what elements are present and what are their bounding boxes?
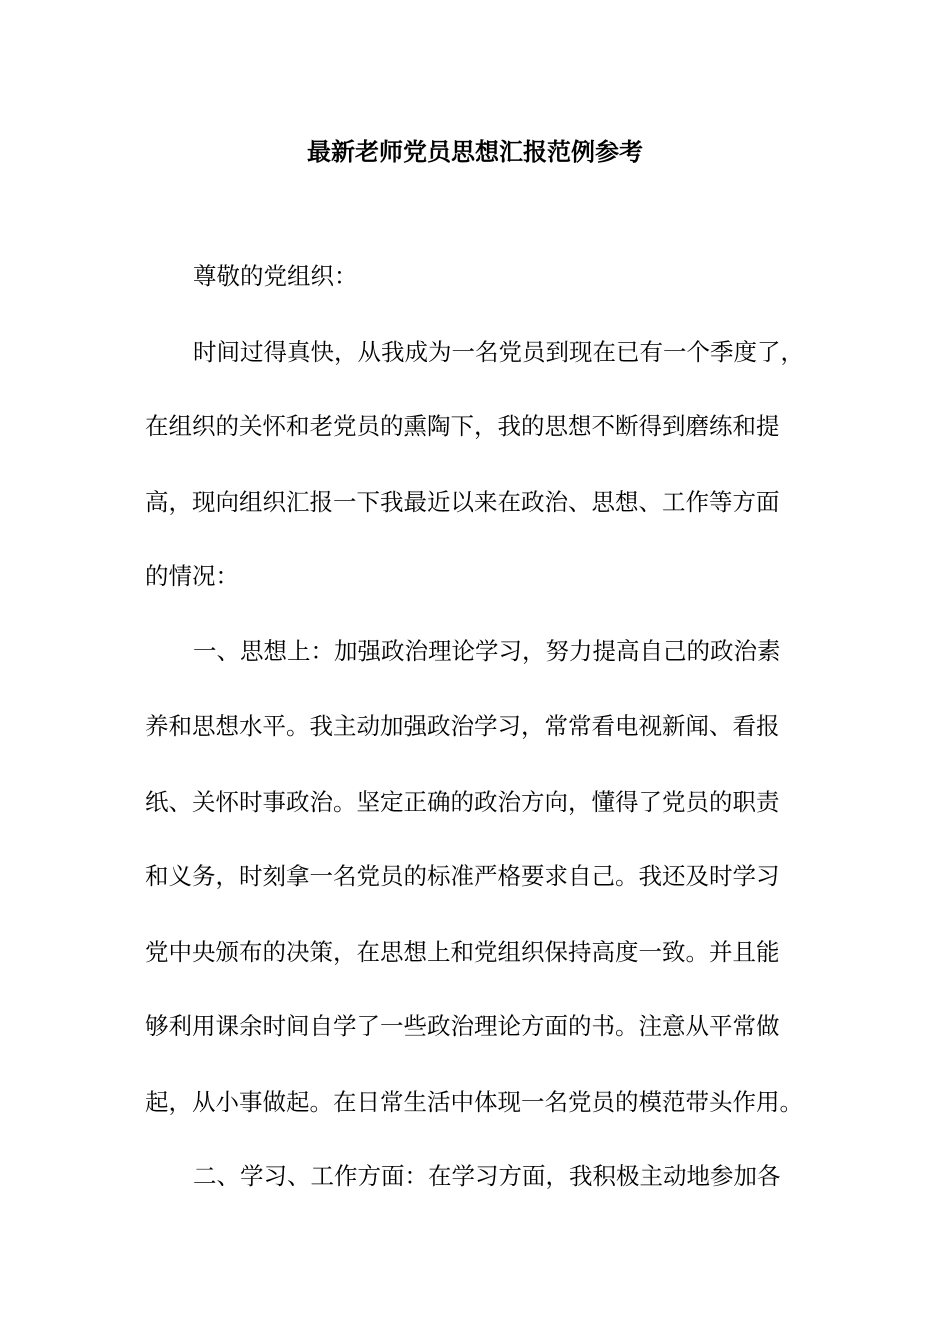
paragraph-line: 在组织的关怀和老党员的熏陶下，我的思想不断得到磨练和提 — [145, 412, 780, 440]
paragraph-line: 起，从小事做起。在日常生活中体现一名党员的模范带头作用。 — [145, 1088, 803, 1116]
paragraph-line: 时间过得真快，从我成为一名党员到现在已有一个季度了， — [193, 338, 804, 366]
paragraph-line: 一、思想上：加强政治理论学习，努力提高自己的政治素 — [193, 637, 781, 665]
paragraph-line: 党中央颁布的决策，在思想上和党组织保持高度一致。并且能 — [145, 938, 780, 966]
salutation-line: 尊敬的党组织： — [193, 262, 358, 290]
paragraph-line: 二、学习、工作方面：在学习方面，我积极主动地参加各 — [193, 1162, 781, 1190]
paragraph-line: 高，现向组织汇报一下我最近以来在政治、思想、工作等方面 — [145, 488, 780, 516]
paragraph-line: 养和思想水平。我主动加强政治学习，常常看电视新闻、看报 — [145, 712, 780, 740]
paragraph-line: 的情况： — [145, 562, 239, 590]
paragraph-line: 和义务，时刻拿一名党员的标准严格要求自己。我还及时学习 — [145, 862, 780, 890]
paragraph-line: 纸、关怀时事政治。坚定正确的政治方向，懂得了党员的职责 — [145, 788, 780, 816]
document-title: 最新老师党员思想汇报范例参考 — [307, 137, 643, 166]
paragraph-line: 够利用课余时间自学了一些政治理论方面的书。注意从平常做 — [145, 1012, 780, 1040]
